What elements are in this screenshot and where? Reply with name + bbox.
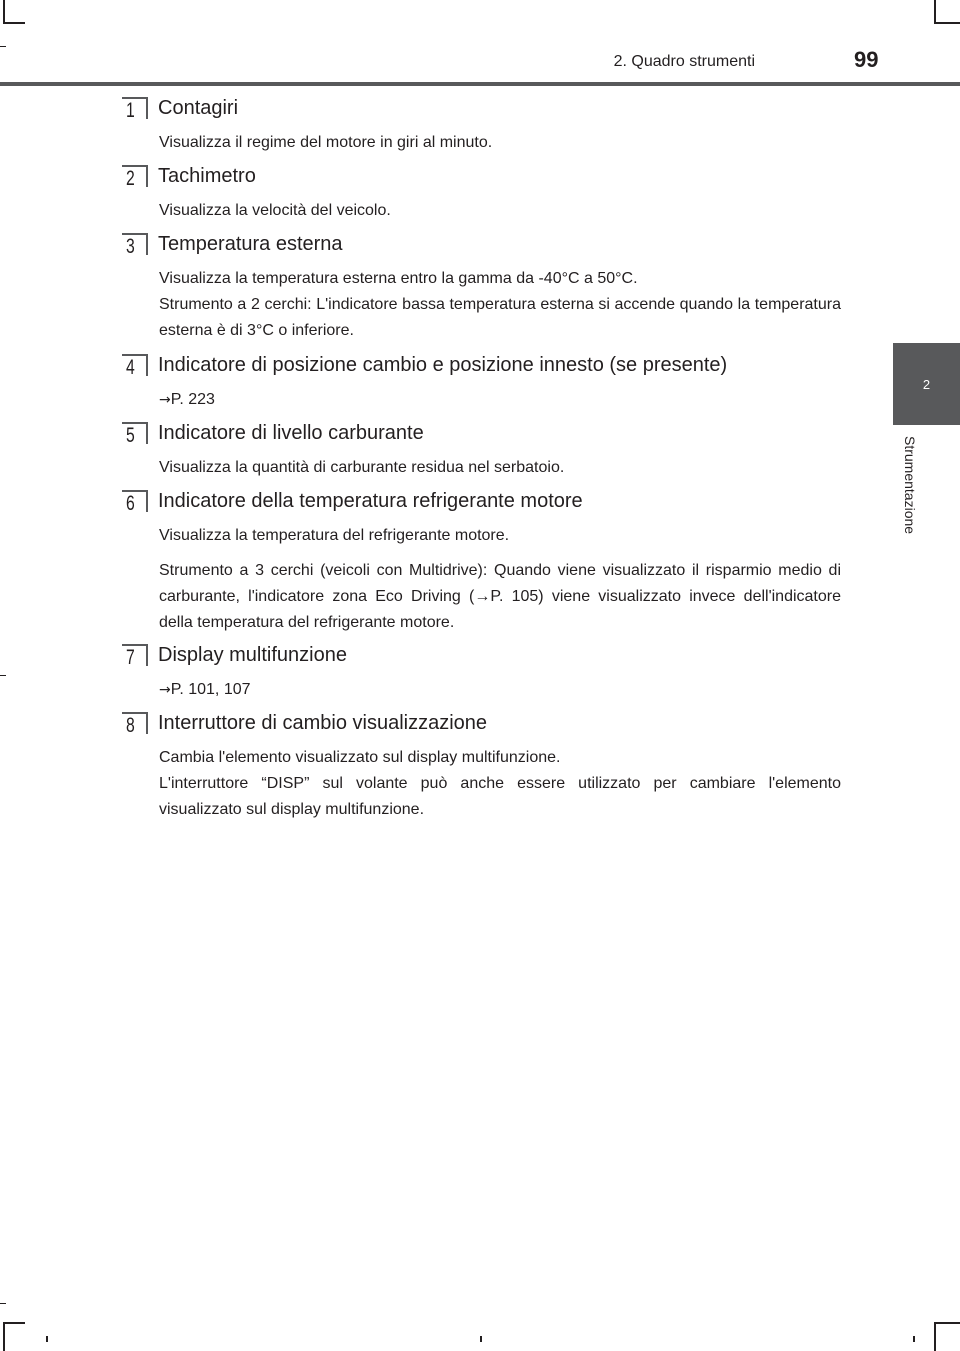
item-number: 4 <box>126 356 135 379</box>
item-body <box>159 745 841 823</box>
crop-mark <box>0 46 6 47</box>
item-text: Cambia l'elemento visualizzato sul display multifunzione. <box>159 749 561 766</box>
header-rule <box>0 82 960 86</box>
list-item <box>0 420 960 481</box>
item-number-box <box>122 97 148 122</box>
list-item <box>0 352 960 413</box>
item-text: Strumento a 3 cerchi (veicoli con Multidrive): Quando viene visualizzato il risparmio medio di carburante, l'indicatore zona Eco Driving (→P. 105) viene visualizzato invece dell'indicatore della temperatura del refrigerante motore. <box>159 562 841 631</box>
crop-mark <box>480 1336 482 1342</box>
crop-mark <box>46 1336 48 1342</box>
chapter-number: 2 <box>922 376 931 392</box>
item-text: Visualizza la velocità del veicolo. <box>159 202 391 219</box>
crop-mark <box>3 1322 25 1324</box>
item-text: Strumento a 2 cerchi: L'indicatore bassa temperatura esterna si accende quando la temperatura esterna è di 3°C o inferiore. <box>159 296 841 339</box>
item-number: 8 <box>126 714 135 737</box>
item-number: 3 <box>126 235 135 258</box>
item-number-box <box>122 354 148 379</box>
crop-mark <box>934 0 936 24</box>
section-title: 2. Quadro strumenti <box>613 53 755 70</box>
item-number-box <box>122 490 148 515</box>
page-number: 99 <box>854 47 879 72</box>
item-title: Interruttore di cambio visualizzazione <box>158 712 488 734</box>
item-number-box <box>122 422 148 447</box>
right-arrow-icon: → <box>159 682 171 698</box>
crop-mark <box>934 1322 960 1324</box>
list-item <box>0 95 960 156</box>
item-text: Visualizza la temperatura del refrigerante motore. <box>159 527 510 544</box>
item-body <box>159 266 841 344</box>
crop-mark <box>934 22 960 24</box>
item-number-box <box>122 644 148 669</box>
list-item <box>0 642 960 703</box>
item-number-box <box>122 233 148 258</box>
crop-mark <box>913 1336 915 1342</box>
crop-mark <box>934 1322 936 1351</box>
item-number: 1 <box>126 99 135 122</box>
item-body <box>159 677 841 703</box>
crop-mark <box>3 0 5 24</box>
item-body <box>159 455 841 481</box>
item-number: 7 <box>126 646 135 669</box>
item-title: Display multifunzione <box>158 644 347 666</box>
item-title: Contagiri <box>158 97 239 119</box>
item-title: Tachimetro <box>158 165 256 187</box>
item-text: Visualizza la temperatura esterna entro la gamma da -40°C a 50°C. <box>159 270 638 287</box>
item-text: Visualizza il regime del motore in giri al minuto. <box>159 134 493 151</box>
item-title: Indicatore di posizione cambio e posizione innesto (se presente) <box>158 354 728 376</box>
item-title: Temperatura esterna <box>158 233 343 255</box>
item-number-box <box>122 712 148 737</box>
item-text: L'interruttore “DISP” sul volante può anche essere utilizzato per cambiare l'elemento visualizzato sul display multifunzione. <box>159 775 841 818</box>
crop-mark <box>3 1322 5 1351</box>
item-body <box>159 130 841 156</box>
item-text: Visualizza la quantità di carburante residua nel serbatoio. <box>159 459 565 476</box>
crop-mark <box>0 1303 6 1304</box>
item-body <box>159 387 841 413</box>
item-number-box <box>122 165 148 190</box>
list-item <box>0 710 960 823</box>
list-item <box>0 231 960 344</box>
item-number: 5 <box>126 424 135 447</box>
right-arrow-icon: → <box>159 392 171 408</box>
item-number: 2 <box>126 167 135 190</box>
item-number: 6 <box>126 492 135 515</box>
item-body <box>159 523 841 636</box>
chapter-label: Strumentazione <box>902 436 918 535</box>
crop-mark <box>3 22 25 24</box>
item-title: Indicatore della temperatura refrigerante motore <box>158 490 583 512</box>
page-reference[interactable]: P. 223 <box>170 391 215 408</box>
list-item <box>0 488 960 636</box>
list-item <box>0 163 960 224</box>
item-title: Indicatore di livello carburante <box>158 422 424 444</box>
item-body <box>159 198 841 224</box>
page-reference[interactable]: P. 101, 107 <box>170 681 251 698</box>
